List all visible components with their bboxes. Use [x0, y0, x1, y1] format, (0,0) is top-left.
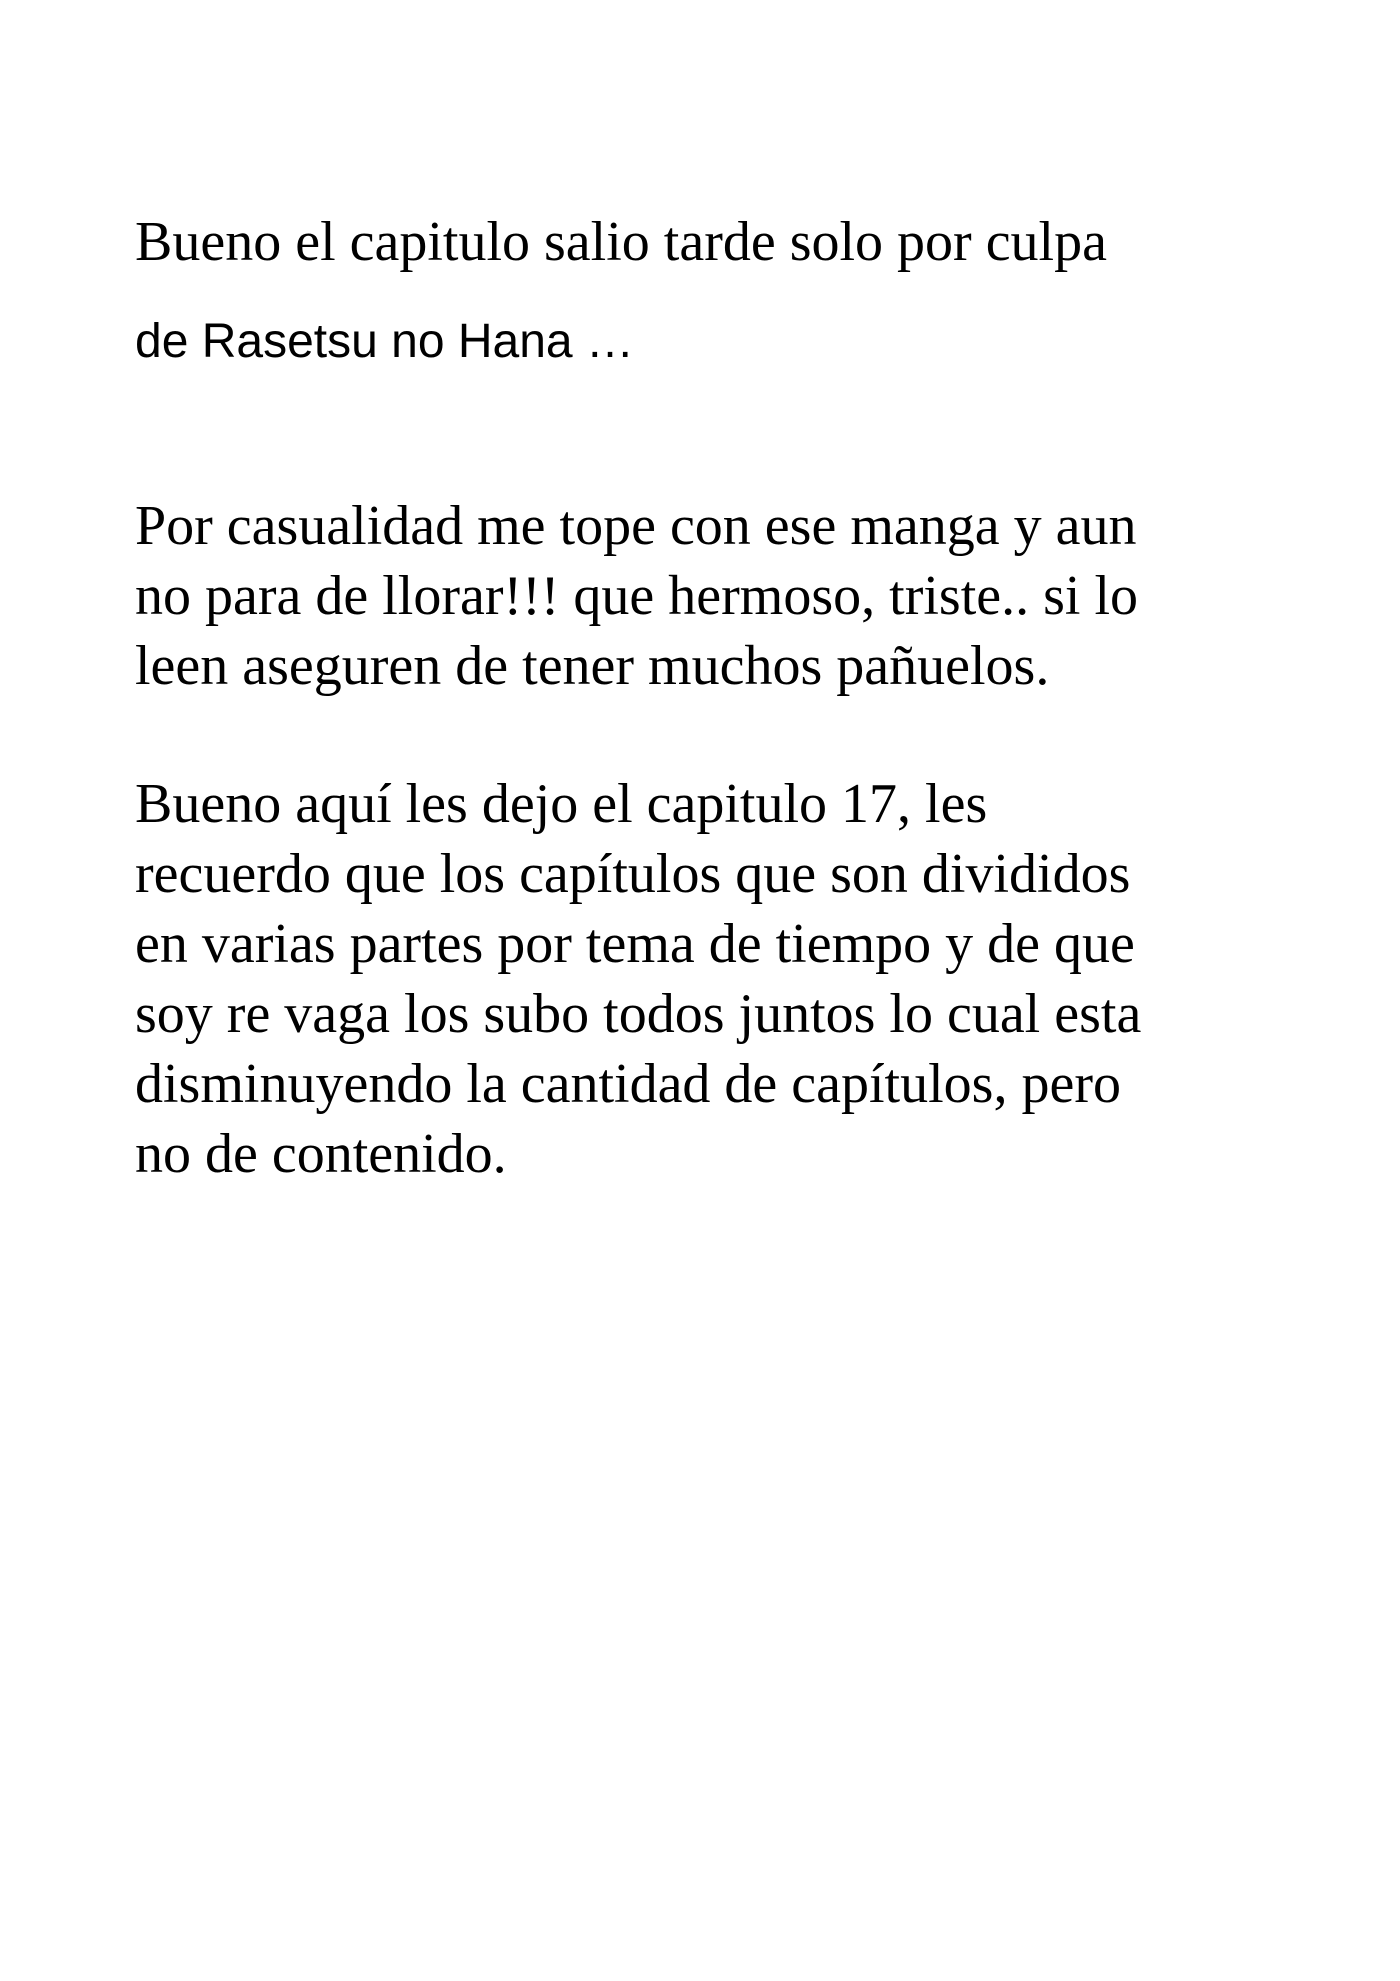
text-line: de Rasetsu no Hana …: [135, 315, 634, 368]
text-line: Bueno aquí les dejo el capitulo 17, les: [135, 773, 988, 835]
text-line: recuerdo que los capítulos que son divididos: [135, 843, 1131, 905]
text-line: Bueno el capitulo salio tarde solo por culpa: [135, 211, 1107, 273]
text-line: en varias partes por tema de tiempo y de que: [135, 913, 1135, 975]
text-line: disminuyendo la cantidad de capítulos, pero: [135, 1053, 1121, 1115]
text-line: no para de llorar!!! que hermoso, triste.. si lo: [135, 565, 1139, 627]
text-line: no de contenido.: [135, 1123, 507, 1185]
text-line: leen aseguren de tener muchos pañuelos.: [135, 635, 1050, 697]
text-line: Por casualidad me tope con ese manga y aun: [135, 495, 1137, 557]
text-line: soy re vaga los subo todos juntos lo cual esta: [135, 983, 1142, 1045]
